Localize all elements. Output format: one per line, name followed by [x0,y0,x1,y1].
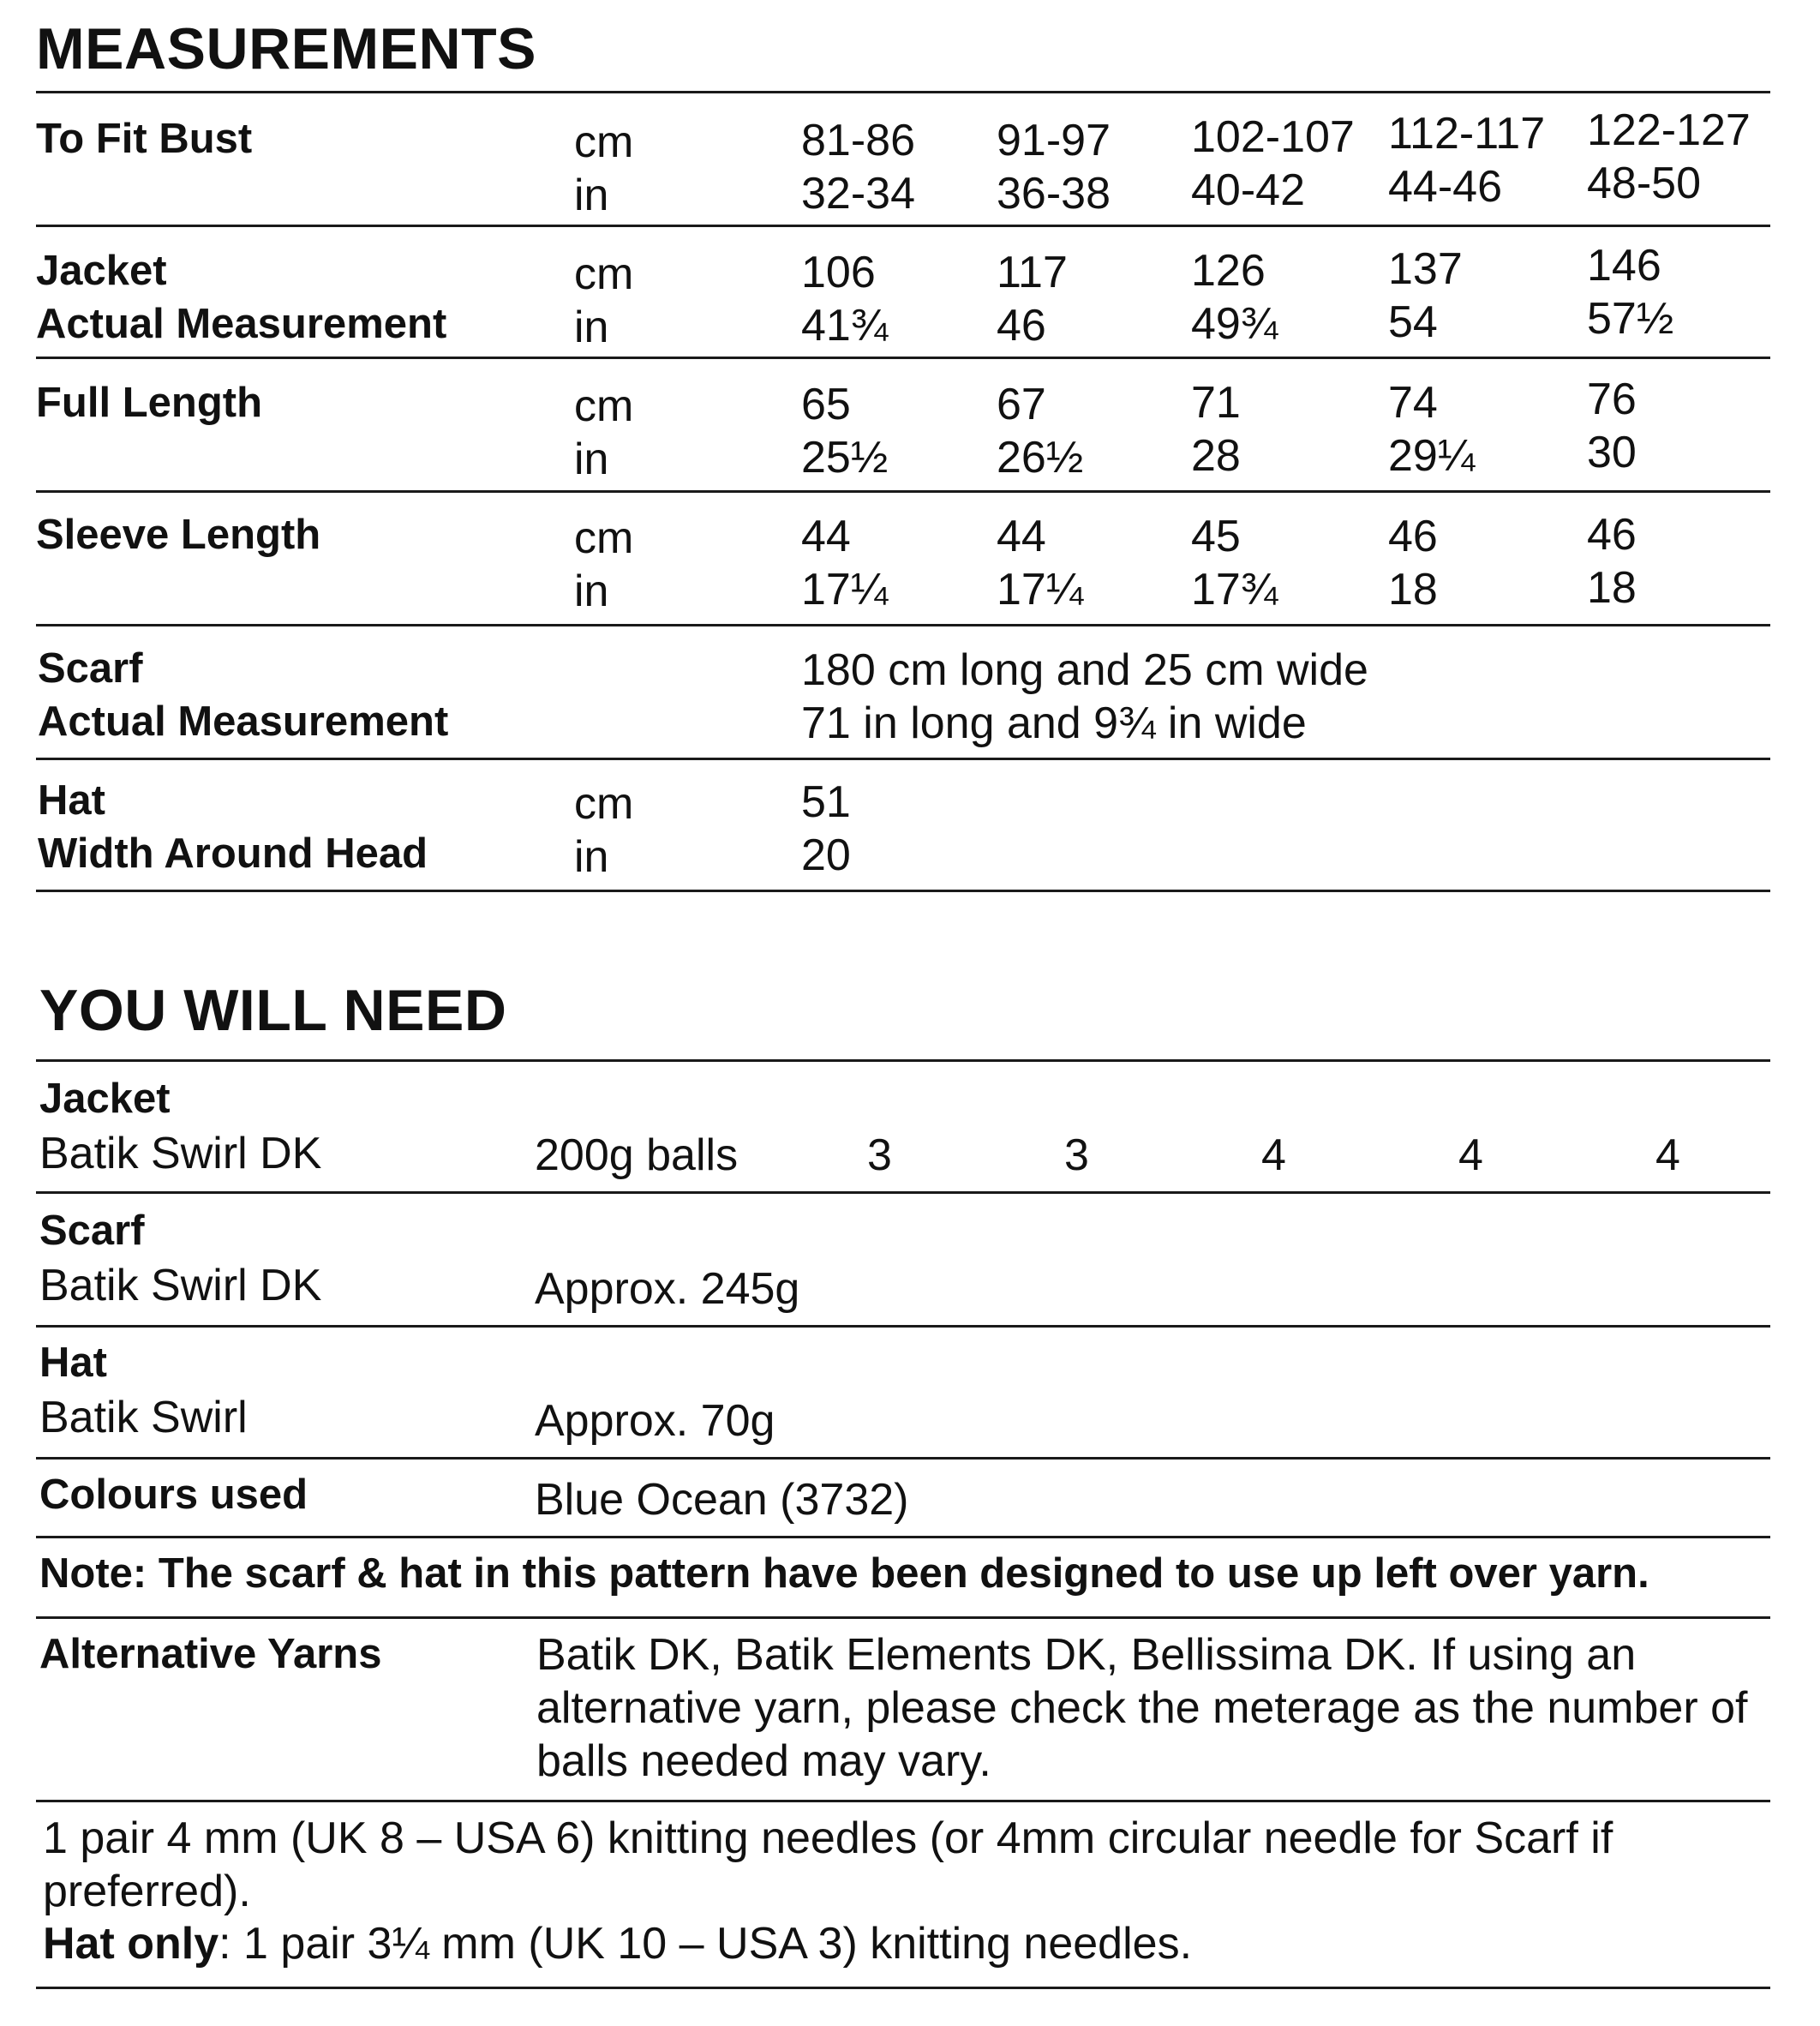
note-text: Note: The scarf & hat in this pattern have been designed to use up left over yarn. [39,1550,1649,1597]
divider [36,490,1770,493]
row-label: Full Length [36,380,262,426]
value-cm: 46 [1388,512,1438,561]
value-cm: 71 [1191,378,1241,428]
unit-in: in [574,566,609,616]
scarf-size-in: 71 in long and 9¾ in wide [801,698,1307,748]
row-label: Actual Measurement [36,301,447,347]
row-label: Width Around Head [38,830,428,877]
value-in: 28 [1191,431,1241,481]
divider [36,225,1770,227]
hat-needles-text: : 1 pair 3¼ mm (UK 10 – USA 3) knitting needles. [219,1919,1193,1969]
value-cm: 102-107 [1191,112,1355,162]
value-cm: 45 [1191,512,1241,561]
yarn-name: Batik Swirl DK [39,1129,322,1178]
divider [36,1987,1770,1989]
value-in: 54 [1388,297,1438,347]
row-label: Hat [38,777,105,824]
value-in: 25½ [801,433,889,483]
ball-count: 3 [1064,1130,1089,1180]
value-in: 26½ [997,433,1084,483]
divider [36,1325,1770,1328]
divider [36,1191,1770,1194]
divider [36,1059,1770,1062]
unit-cm: cm [574,381,634,431]
divider [36,357,1770,359]
value-cm: 117 [997,248,1068,297]
value-cm: 76 [1587,375,1637,424]
value-in: 49¾ [1191,299,1278,349]
value-in: 40-42 [1191,165,1305,215]
unit-in: in [574,832,609,882]
value-in: 17¾ [1191,565,1278,614]
value-cm: 44 [801,512,851,561]
measurements-title: MEASUREMENTS [36,16,537,81]
unit-in: in [574,435,609,484]
item-label: Colours used [39,1472,308,1518]
value-in: 57½ [1587,294,1674,344]
yarn-unit: 200g balls [535,1130,739,1180]
divider [36,1536,1770,1538]
row-label: Sleeve Length [36,512,321,558]
needles-text: 1 pair 4 mm (UK 8 – USA 6) knitting needles (or 4mm circular needle for Scarf if preferred). [43,1813,1613,1916]
value-cm: 126 [1191,246,1266,296]
yarn-amount: Approx. 245g [535,1264,800,1314]
hat-only-label: Hat only [43,1919,219,1969]
unit-cm: cm [574,117,634,167]
colour-value: Blue Ocean (3732) [535,1475,909,1525]
value-cm: 51 [801,777,851,827]
value-in: 20 [801,830,851,880]
value-in: 17¼ [997,565,1084,614]
divider [36,758,1770,760]
row-label: Jacket [36,248,167,294]
value-cm: 106 [801,248,876,297]
value-in: 18 [1388,565,1438,614]
value-cm: 91-97 [997,116,1111,165]
value-cm: 137 [1388,244,1463,294]
unit-in: in [574,303,609,352]
divider [36,1800,1770,1802]
scarf-size-cm: 180 cm long and 25 cm wide [801,645,1368,695]
value-cm: 46 [1587,510,1637,560]
value-in: 17¼ [801,565,889,614]
unit-cm: cm [574,513,634,563]
value-cm: 65 [801,380,851,429]
divider [36,1457,1770,1460]
value-in: 30 [1587,428,1637,477]
yarn-name: Batik Swirl [39,1393,248,1442]
divider [36,91,1770,93]
unit-cm: cm [574,779,634,829]
value-cm: 74 [1388,378,1438,428]
yarn-name: Batik Swirl DK [39,1261,322,1310]
value-in: 32-34 [801,169,915,219]
you-will-need-title: YOU WILL NEED [39,978,507,1043]
ball-count: 3 [867,1130,892,1180]
value-in: 44-46 [1388,162,1502,212]
unit-in: in [574,171,609,220]
row-label: Scarf [38,645,143,692]
item-label: Jacket [39,1076,171,1122]
value-in: 41¾ [801,301,889,351]
value-cm: 122-127 [1587,105,1751,155]
alternative-text: Batik DK, Batik Elements DK, Bellissima DK. If using an alternative yarn, please check the meterage as the number of balls needed may vary. [536,1630,1748,1786]
row-label: To Fit Bust [36,116,253,162]
item-label: Hat [39,1340,107,1386]
value-in: 48-50 [1587,159,1701,208]
unit-cm: cm [574,249,634,299]
value-in: 46 [997,301,1046,351]
ball-count: 4 [1655,1130,1680,1180]
value-cm: 67 [997,380,1046,429]
value-cm: 146 [1587,241,1661,291]
divider [36,1616,1770,1619]
ball-count: 4 [1458,1130,1483,1180]
item-label: Scarf [39,1208,145,1254]
hat-needles-line [43,1918,1192,1969]
item-label: Alternative Yarns [39,1631,382,1677]
ball-count: 4 [1261,1130,1286,1180]
value-in: 29¼ [1388,431,1476,481]
value-cm: 81-86 [801,116,915,165]
value-in: 18 [1587,563,1637,613]
value-cm: 44 [997,512,1046,561]
value-in: 36-38 [997,169,1111,219]
row-label: Actual Measurement [38,698,449,745]
value-cm: 112-117 [1388,109,1546,159]
yarn-amount: Approx. 70g [535,1396,775,1446]
divider [36,890,1770,892]
divider [36,624,1770,626]
